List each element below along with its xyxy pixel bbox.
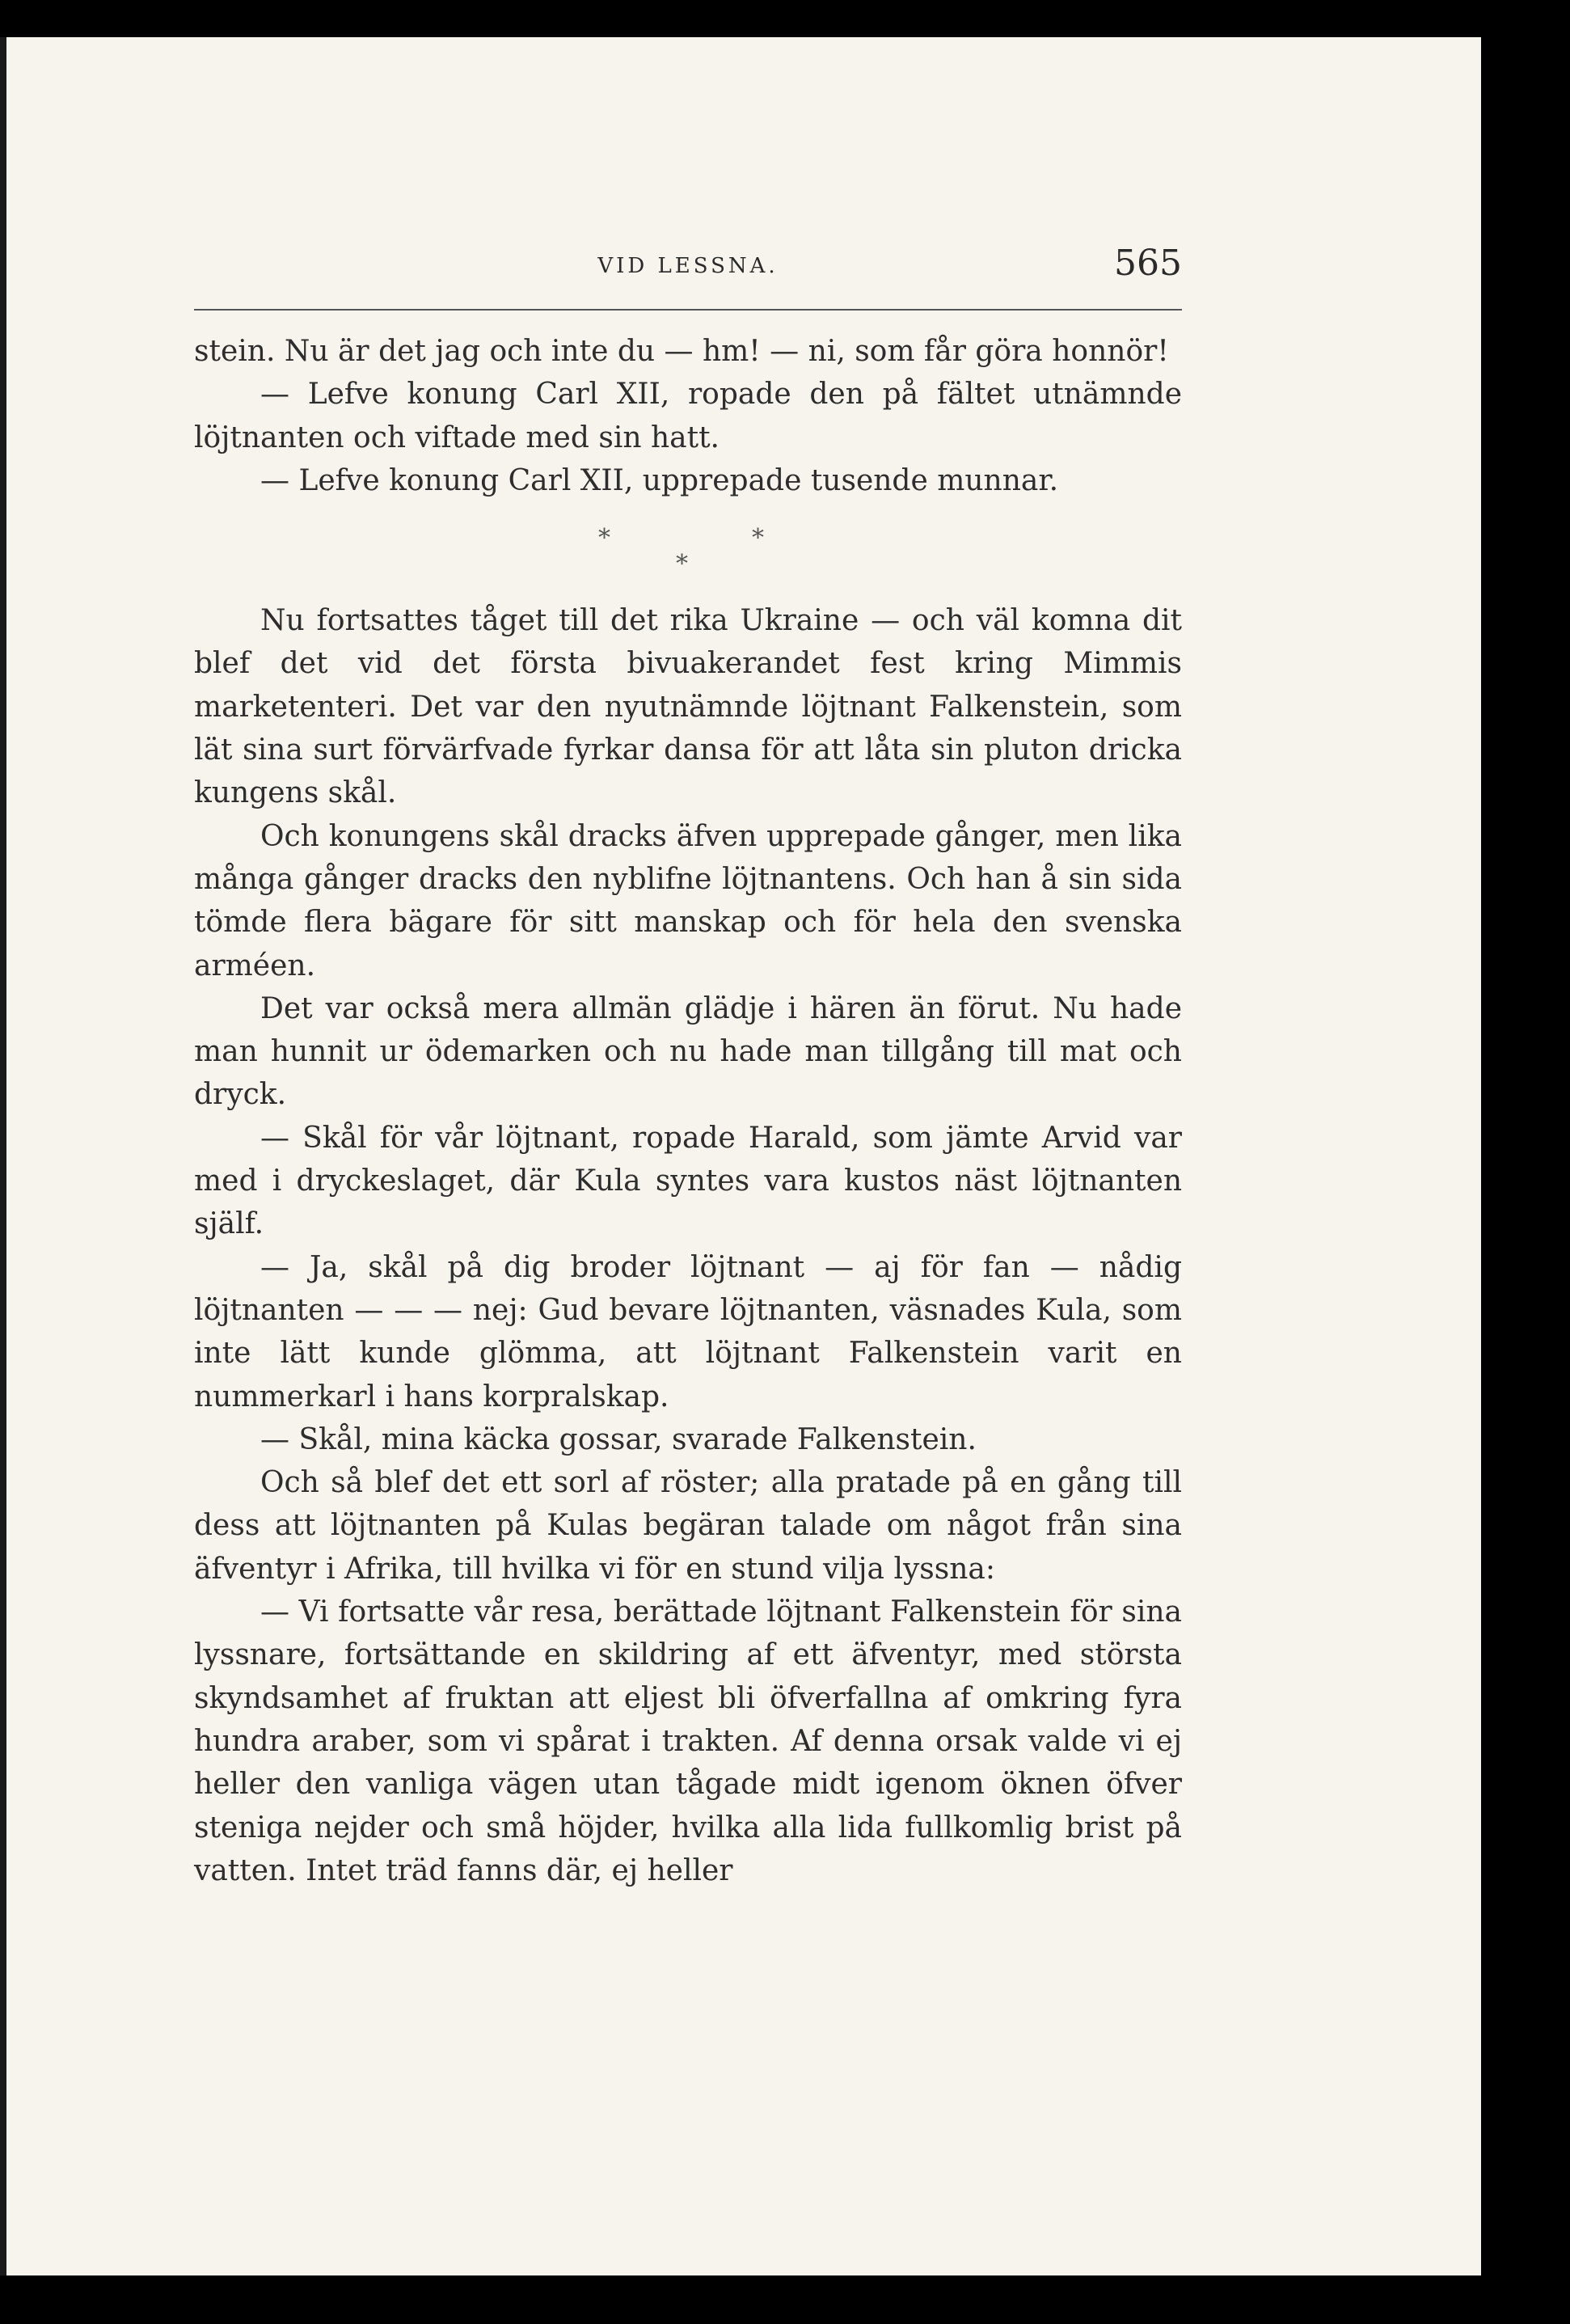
running-title: VID LESSNA. [597,254,779,278]
page-header [194,243,1182,291]
paragraph: — Skål för vår löjtnant, ropade Harald, som jämte Arvid var med i dryckeslaget, där Kula syntes vara kustos näst löjtnanten själf. [194,1121,1182,1241]
page-edge [0,37,6,2275]
paragraph: — Lefve konung Carl XII, upprepade tusende munnar. [260,463,1059,497]
paragraph: Och konungens skål dracks äfven upprepade gånger, men lika många gånger dracks den nyblifne löjtnantens. Och han å sin sida tömde flera bägare för sitt manskap och för hela den svenska arméen. [194,819,1182,982]
asterisk: * [598,524,610,553]
asterisk: * [752,524,764,553]
paragraph: — Skål, mina käcka gossar, svarade Falkenstein. [260,1422,977,1456]
paragraph: — Lefve konung Carl XII, ropade den på fältet utnämnde löjtnanten och viftade med sin hatt. [194,378,1182,454]
paragraph: Det var också mera allmän glädje i hären än förut. Nu hade man hunnit ur ödemarken och nu hade man tillgång till mat och dryck. [194,991,1182,1112]
asterisk: * [676,550,688,579]
paragraph: Nu fortsattes tåget till det rika Ukraine — och väl komna dit blef det vid det första bivuakerandet fest kring Mimmis marketenteri. Det var den nyutnämnde löjtnant Falkenstein, som lät sina surt förvärfvade fyrkar dansa för att låta sin pluton dricka kungens skål. [194,604,1182,810]
section-separator [194,502,1182,599]
paragraph: — Ja, skål på dig broder löjtnant — aj för fan — nådig löjtnanten — — — nej: Gud bevare löjtnanten, väsnades Kula, som inte lätt kunde glömma, att löjtnant Falkenstein varit en nummerkarl i hans korpralskap. [194,1250,1182,1413]
paragraph: Och så blef det ett sorl af röster; alla pratade på en gång till dess att löjtnanten på Kulas begäran talade om något från sina äfventyr i Afrika, till hvilka vi för en stund vilja lyssna: [194,1466,1182,1586]
page-number: 565 [1114,243,1182,284]
paragraph: — Vi fortsatte vår resa, berättade löjtnant Falkenstein för sina lyssnare, fortsättande en skildring af ett äfventyr, med största skyndsamhet af fruktan att eljest bli öfverfallna af omkring fyra hundra araber, som vi spårat i trakten. Af denna orsak valde vi ej heller den vanliga vägen utan tågade midt igenom öknen öfver steniga nejder och små höjder, hvilka alla lida fullkomlig brist på vatten. Intet träd fanns där, ej heller [194,1595,1182,1887]
header-rule [194,309,1182,311]
page-body [194,330,1182,1892]
paragraph: stein. Nu är det jag och inte du — hm! — ni, som får göra honnör! [194,335,1169,368]
